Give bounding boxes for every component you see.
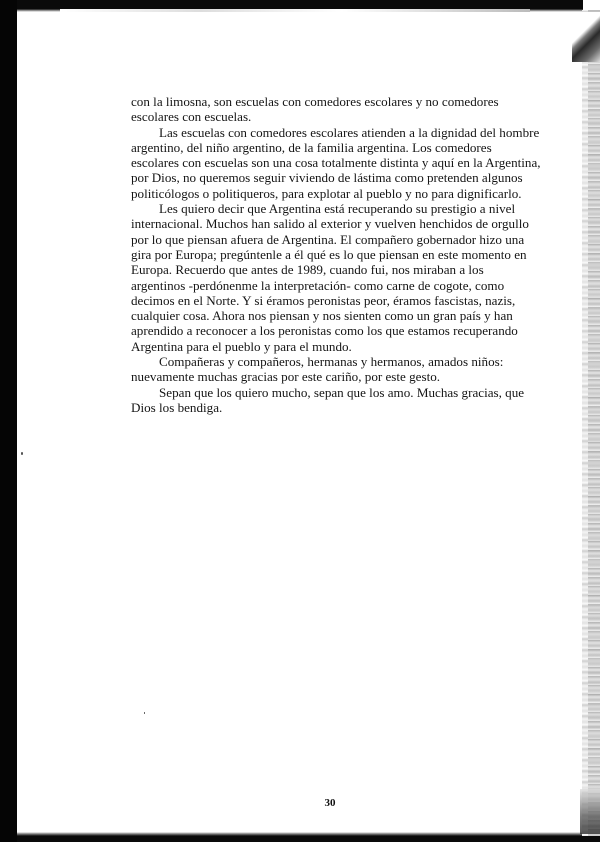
paragraph-5: Sepan que los quiero mucho, sepan que los amo. Muchas gracias, que Dios los bendiga. (131, 384, 525, 415)
scan-corner-shadow-bottom (580, 789, 600, 834)
paragraph-2: Las escuelas con comedores escolares atienden a la dignidad del hombre argentino, del niño argentino, de la familia argentina. Los comedores escolares con escuelas son una cosa totalmente distinta y aquí en la Argentina, por Dios, no queremos seguir viviendo de lástima como pretenden algunos politicólogos o politiqueros, para explotar al pueblo y no para dignificarlo. (131, 124, 541, 201)
paragraph-4: Compañeras y compañeros, hermanas y hermanos, amados niños: nuevamente muchas gracias por este cariño, por este gesto. (131, 354, 504, 385)
scan-left-border (0, 0, 17, 842)
paragraph-1: con la limosna, son escuelas con comedores escolares y no comedores escolares con escuelas. (131, 94, 499, 125)
scan-top-shadow (60, 9, 530, 12)
page-number: 30 (324, 797, 336, 809)
scan-speck (144, 712, 145, 714)
scan-corner-shadow-top (572, 12, 600, 62)
scan-speck (21, 452, 23, 455)
body-text (131, 94, 541, 415)
paragraph-3: Les quiero decir que Argentina está recuperando su prestigio a nivel internacional. Muchos han salido al exterior y vuelven henchidos de orgullo por lo que piensan afuera de Argentina. El compañero gobernador hizo una gira por Europa; pregúntenle a él qué es lo que piensan en este momento en Europa. Recuerdo que antes de 1989, cuando fui, nos miraban a los argentinos -perdónenme la interpretación- como carne de cogote, como decimos en el Norte. Y si éramos peronistas peor, éramos fascistas, nazis, cualquier cosa. Ahora nos piensan y nos sienten como un gran país y han aprendido a reconocer a los peronistas como los que estamos recuperando Argentina para el pueblo y para el mundo. (131, 201, 529, 354)
scan-bottom-border (17, 832, 600, 842)
scan-right-border (582, 10, 600, 836)
